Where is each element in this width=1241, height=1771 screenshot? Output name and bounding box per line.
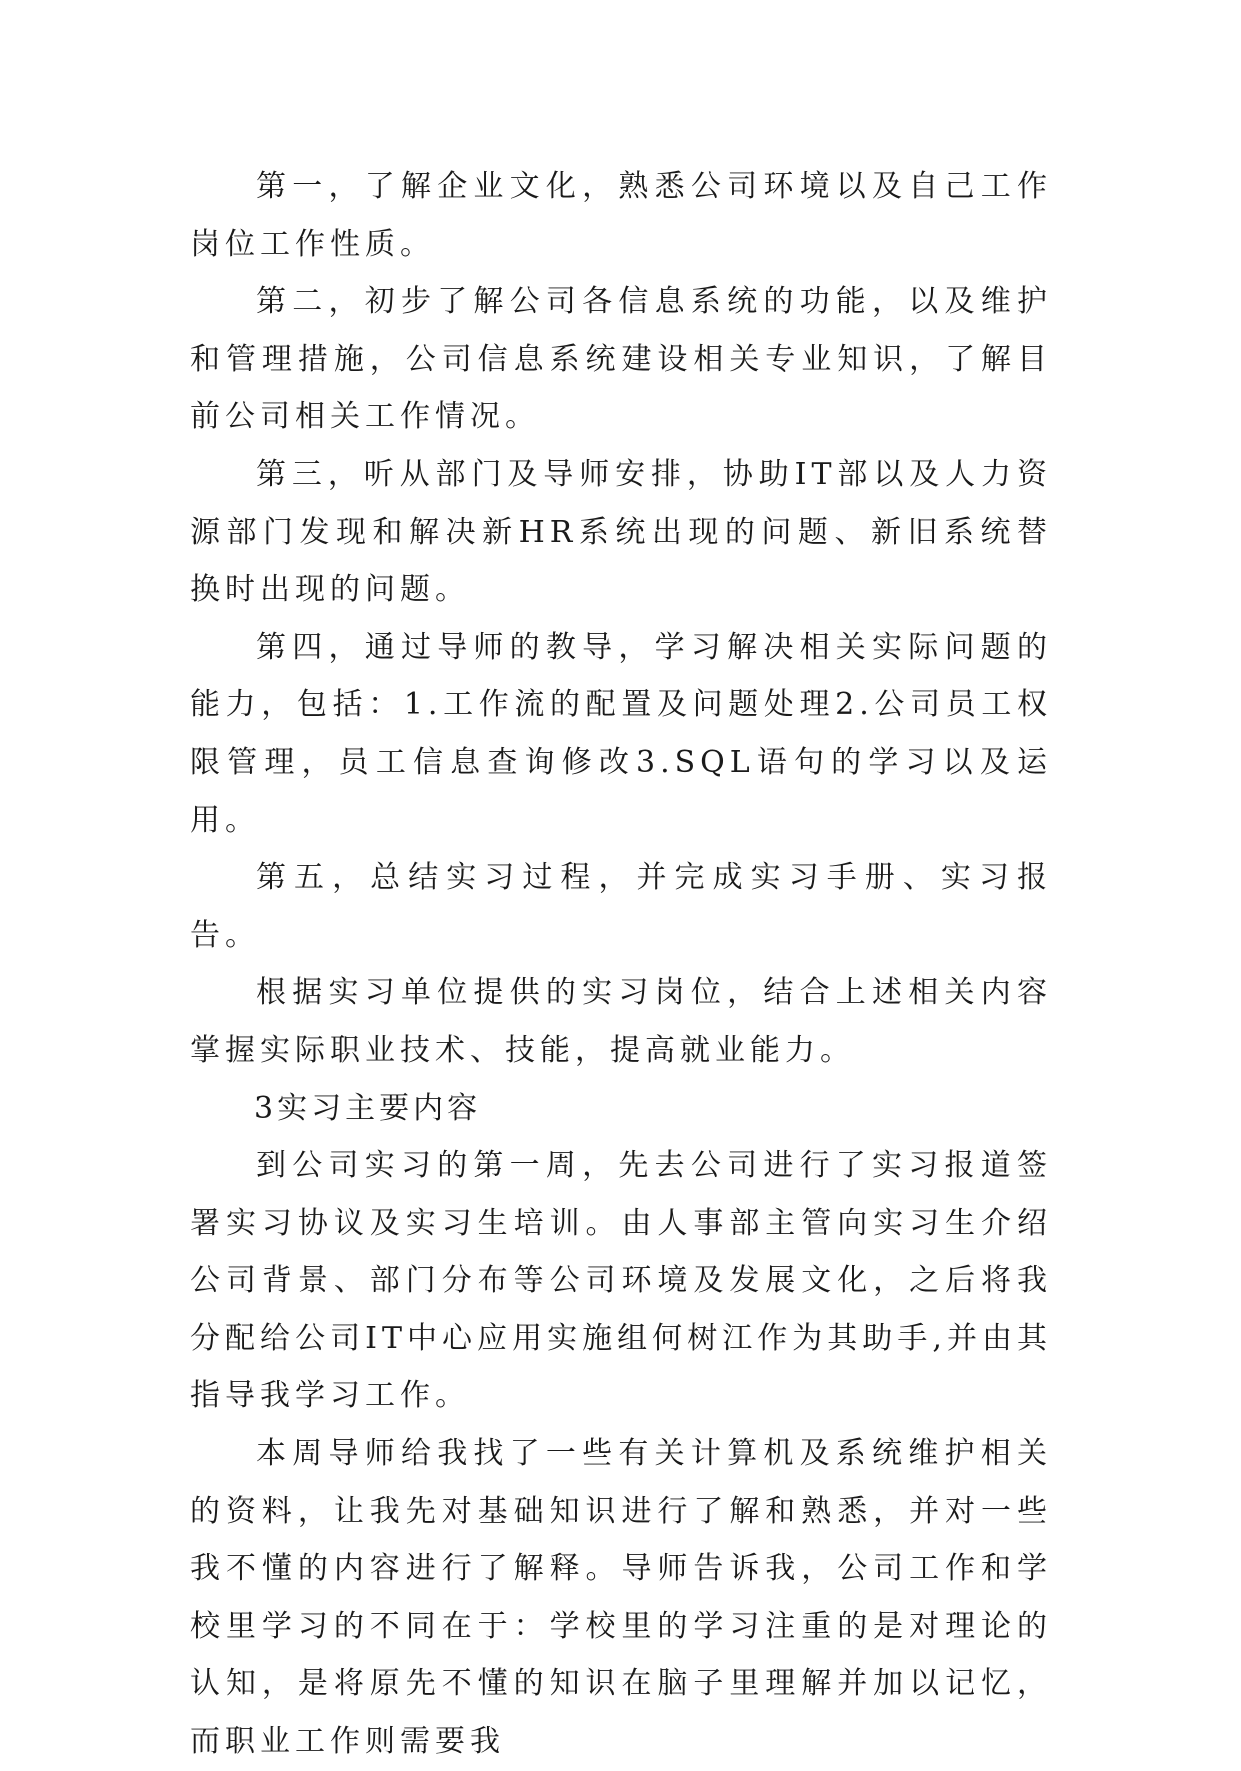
paragraph-5: 第五，总结实习过程，并完成实习手册、实习报告。: [190, 860, 1052, 953]
document-page: [190, 158, 1052, 1771]
section-paragraph-2: 本周导师给我找了一些有关计算机及系统维护相关的资料，让我先对基础知识进行了解和熟悉，并对一些我不懂的内容进行了解释。导师告诉我，公司工作和学校里学习的不同在于：学校里的学习注重的是对理论的认知，是将原先不懂的知识在脑子里理解并加以记忆，而职业工作则需要我: [190, 1436, 1052, 1760]
paragraph-2: 第二，初步了解公司各信息系统的功能，以及维护和管理措施，公司信息系统建设相关专业知识，了解目前公司相关工作情况。: [190, 284, 1052, 435]
paragraph-1: 第一，了解企业文化，熟悉公司环境以及自己工作岗位工作性质。: [190, 169, 1052, 262]
paragraph-6: 根据实习单位提供的实习岗位，结合上述相关内容掌握实际职业技术、技能，提高就业能力。: [190, 975, 1052, 1068]
section-paragraph-1: 到公司实习的第一周，先去公司进行了实习报道签署实习协议及实习生培训。由人事部主管向实习生介绍公司背景、部门分布等公司环境及发展文化，之后将我分配给公司IT中心应用实施组何树江作为其助手,并由其指导我学习工作。: [190, 1148, 1052, 1414]
section-heading: 3实习主要内容: [254, 1090, 482, 1126]
paragraph-3: 第三，听从部门及导师安排，协助IT部以及人力资源部门发现和解决新HR系统出现的问题、新旧系统替换时出现的问题。: [190, 456, 1052, 608]
paragraph-4: 第四，通过导师的教导，学习解决相关实际问题的能力，包括：1.工作流的配置及问题处理2.公司员工权限管理，员工信息查询修改3.SQL语句的学习以及运用。: [190, 629, 1052, 838]
